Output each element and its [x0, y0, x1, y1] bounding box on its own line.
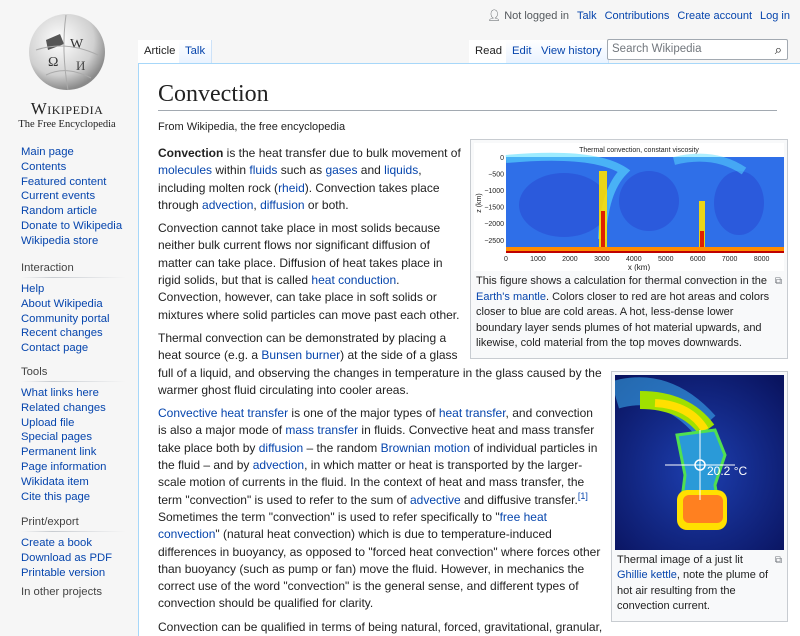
- x-tick-label: 0: [504, 256, 508, 263]
- text: Convection cannot take place in most solids because neither bulk current flows nor significant diffusion of matter can take place. Diffusion of heat takes place in rigid solids, but that is called: [158, 221, 443, 288]
- free-heat-convection-link[interactable]: free heat convection: [158, 509, 547, 542]
- text: – the random: [303, 440, 381, 455]
- text: " (natural heat convection) which is due to temperature-induced differences in buoyancy, as opposed to "forced heat convection" where forces other than buoyancy (such as pump or fan) move the fluid. However, in mechanics the correct use of the word "convection" is the general sense, and different types of convection should be qualified for clarity.: [158, 527, 601, 611]
- sidebar-link[interactable]: Recent changes: [21, 327, 103, 340]
- tab-read[interactable]: Read: [469, 40, 509, 63]
- y-tick-label: 0: [500, 155, 504, 162]
- figure-caption: [474, 271, 784, 355]
- text: in fluids. Convective heat and mass transfer take place both by: [158, 423, 595, 455]
- not-logged-in-label: Not logged in: [504, 9, 570, 22]
- sidebar-link[interactable]: Contents: [21, 160, 67, 173]
- search-icon[interactable]: ⌕: [774, 42, 782, 57]
- rheid-link[interactable]: rheid: [278, 180, 305, 195]
- svg-text:W: W: [70, 37, 84, 52]
- sidebar-link[interactable]: Community portal: [21, 312, 110, 325]
- sidebar-link[interactable]: Page information: [21, 460, 107, 473]
- diffusion-link[interactable]: diffusion: [258, 440, 304, 455]
- text: , and convection is also a major mode of: [158, 406, 593, 438]
- gases-link[interactable]: gases: [325, 163, 358, 178]
- sidebar-link[interactable]: Download as PDF: [21, 551, 113, 564]
- text: of individual particles in the fluid – and by: [158, 440, 598, 473]
- page-title: Convection: [158, 81, 777, 111]
- x-tick-label: 5000: [657, 256, 674, 263]
- sidebar-link[interactable]: Main page: [21, 146, 74, 158]
- y-axis-label: z (km): [476, 193, 483, 213]
- text: , including molten rock (: [158, 163, 422, 195]
- hot-plume-core: [601, 211, 605, 253]
- sidebar-link[interactable]: Wikipedia store: [21, 234, 99, 247]
- enlarge-icon[interactable]: ⧉: [774, 554, 782, 566]
- search-placeholder: Search Wikipedia: [612, 43, 702, 55]
- x-tick-label: 8000: [753, 256, 770, 263]
- y-tick-label: −2000: [484, 221, 504, 229]
- text: ). Convection takes place through: [158, 180, 440, 212]
- caption-text: , note the plume of hot air resulting from the convection current.: [617, 569, 769, 612]
- paragraph-5: Convection can be qualified in terms of being natural, forced, gravitational, granular,: [158, 619, 603, 634]
- tab-talk[interactable]: Talk: [179, 40, 212, 63]
- text: and diffusive transfer.: [460, 492, 578, 507]
- text: Thermal convection can be demonstrated by placing a heat source (e.g. a: [158, 330, 447, 363]
- portal-heading: Tools: [21, 366, 126, 382]
- logo-wordmark: Wikipedia: [30, 99, 104, 118]
- sidebar-link[interactable]: Help: [21, 283, 45, 295]
- portal-heading: In other projects: [21, 586, 103, 598]
- other-projects-portal: [21, 586, 126, 598]
- brownian-motion-link[interactable]: Brownian motion: [380, 440, 470, 455]
- sidebar-link[interactable]: Create a book: [21, 537, 92, 549]
- figure-thermal-kettle: [611, 371, 788, 622]
- molecules-link[interactable]: molecules: [158, 163, 213, 178]
- sidebar-link[interactable]: Featured content: [21, 175, 107, 188]
- portal-heading: Print/export: [21, 516, 126, 532]
- reference-1[interactable]: [1]: [577, 490, 588, 501]
- print-portal: [21, 516, 126, 580]
- log-in-link[interactable]: Log in: [760, 9, 790, 22]
- sidebar-link[interactable]: What links here: [21, 387, 99, 399]
- not-logged-in: [487, 9, 569, 22]
- globe-icon: [26, 10, 108, 92]
- sidebar: [0, 0, 138, 600]
- tools-portal: [21, 366, 126, 504]
- caption-text: . Colors closer to red are hot areas and colors closer to blue are cold areas. A hot, less-dense lower boundary layer sends plumes of hot material upwards, and likewise, cold material from the top moves downwards.: [476, 290, 770, 349]
- sidebar-link[interactable]: Contact page: [21, 342, 89, 355]
- convective-heat-transfer-link[interactable]: Convective heat transfer: [158, 406, 289, 421]
- enlarge-icon[interactable]: ⧉: [774, 276, 782, 287]
- sidebar-link[interactable]: Special pages: [21, 431, 92, 444]
- x-tick-label: 3000: [594, 256, 610, 263]
- temperature-readout: 20.2 °C: [707, 463, 748, 478]
- sidebar-link[interactable]: About Wikipedia: [21, 297, 103, 310]
- user-icon: 👤︎: [487, 10, 502, 22]
- advection-link[interactable]: advection: [252, 458, 305, 473]
- diffusion-link[interactable]: diffusion: [260, 197, 305, 212]
- sidebar-link[interactable]: Wikidata item: [21, 475, 89, 488]
- x-tick-label: 7000: [721, 256, 738, 263]
- ghillie-kettle-link[interactable]: Ghillie kettle: [617, 569, 677, 581]
- figure-mantle-convection: [470, 139, 788, 359]
- text: and: [357, 163, 385, 178]
- text: or both.: [304, 197, 349, 212]
- convection-plot[interactable]: [474, 143, 784, 271]
- caption-text: Thermal image of a just lit: [617, 553, 743, 566]
- chart-title: Thermal convection, constant viscosity: [579, 147, 699, 154]
- y-tick-label: −500: [488, 171, 504, 179]
- tab-edit[interactable]: Edit: [506, 40, 538, 63]
- sidebar-link[interactable]: Printable version: [21, 566, 106, 579]
- x-tick-label: 4000: [626, 256, 642, 263]
- text: is the heat transfer due to bulk movement of: [223, 146, 461, 160]
- interaction-portal: [21, 262, 126, 356]
- sidebar-link[interactable]: Permanent link: [21, 446, 97, 459]
- earths-mantle-link[interactable]: Earth's mantle: [476, 290, 546, 303]
- x-tick-label: 2000: [562, 256, 578, 263]
- text: . Convection, however, can take place in soft solids or mixtures where solid particles can move past each other.: [158, 273, 460, 322]
- text: within: [212, 163, 250, 178]
- nav-portal: [21, 145, 126, 249]
- text: , in which matter or heat is transported by the larger-scale motion of currents in the fluid. In the context of heat and mass transfer, the term "convection" is used to refer to the sum of: [158, 458, 585, 507]
- sidebar-link[interactable]: Upload file: [21, 416, 75, 429]
- figure-caption: [615, 550, 784, 618]
- advection-link[interactable]: advection: [202, 197, 254, 212]
- bunsen-burner-link[interactable]: Bunsen burner: [261, 348, 341, 363]
- x-axis-label: x (km): [627, 263, 651, 271]
- x-tick-label: 1000: [530, 256, 546, 263]
- text: Sometimes the term "convection" is used to refer specifically to ": [158, 509, 500, 524]
- heat-transfer-link[interactable]: heat transfer: [438, 406, 506, 421]
- logo-tagline: The Free Encyclopedia: [18, 119, 116, 130]
- heat-conduction-link[interactable]: heat conduction: [311, 273, 397, 288]
- site-sub: From Wikipedia, the free encyclopedia: [158, 121, 346, 133]
- sidebar-link[interactable]: Related changes: [21, 401, 106, 414]
- wikipedia-logo[interactable]: [12, 10, 122, 130]
- personal-tools: [487, 9, 790, 22]
- y-tick-label: −1500: [484, 204, 504, 212]
- sidebar-link[interactable]: Cite this page: [21, 490, 91, 503]
- y-tick-label: −1000: [484, 188, 504, 196]
- x-tick-label: 6000: [689, 256, 706, 263]
- thermal-image[interactable]: [615, 375, 784, 550]
- svg-text:И: И: [76, 58, 86, 73]
- mass-transfer-link[interactable]: mass transfer: [285, 423, 359, 438]
- talk-link[interactable]: Talk: [577, 9, 597, 22]
- search-input[interactable]: [607, 39, 788, 60]
- svg-text:Ω: Ω: [48, 55, 59, 70]
- y-tick-label: −2500: [484, 237, 504, 245]
- sidebar-link[interactable]: Donate to Wikipedia: [21, 219, 123, 232]
- text: such as: [277, 163, 326, 178]
- bold-term: Convection: [158, 146, 224, 160]
- contributions-link[interactable]: Contributions: [604, 9, 670, 22]
- sidebar-link[interactable]: Current events: [21, 190, 96, 203]
- tab-view-history[interactable]: View history: [535, 40, 609, 63]
- text: ,: [253, 197, 261, 212]
- text: ) at the side of a glass full of a liquid, and observing the changes in temperature in the glass caused by the warmer ghost fluid circulating into cooler areas.: [158, 348, 602, 397]
- portal-heading: Interaction: [21, 262, 126, 278]
- create-account-link[interactable]: Create account: [677, 9, 753, 22]
- tab-article[interactable]: Article: [138, 40, 182, 63]
- caption-text: This figure shows a calculation for thermal convection in the: [476, 275, 768, 287]
- liquids-link[interactable]: liquids: [384, 163, 419, 178]
- advective-link[interactable]: advective: [409, 492, 461, 507]
- sidebar-link[interactable]: Random article: [21, 205, 97, 218]
- fluids-link[interactable]: fluids: [249, 163, 278, 178]
- text: is one of the major types of: [288, 406, 439, 421]
- article-content: [138, 63, 800, 636]
